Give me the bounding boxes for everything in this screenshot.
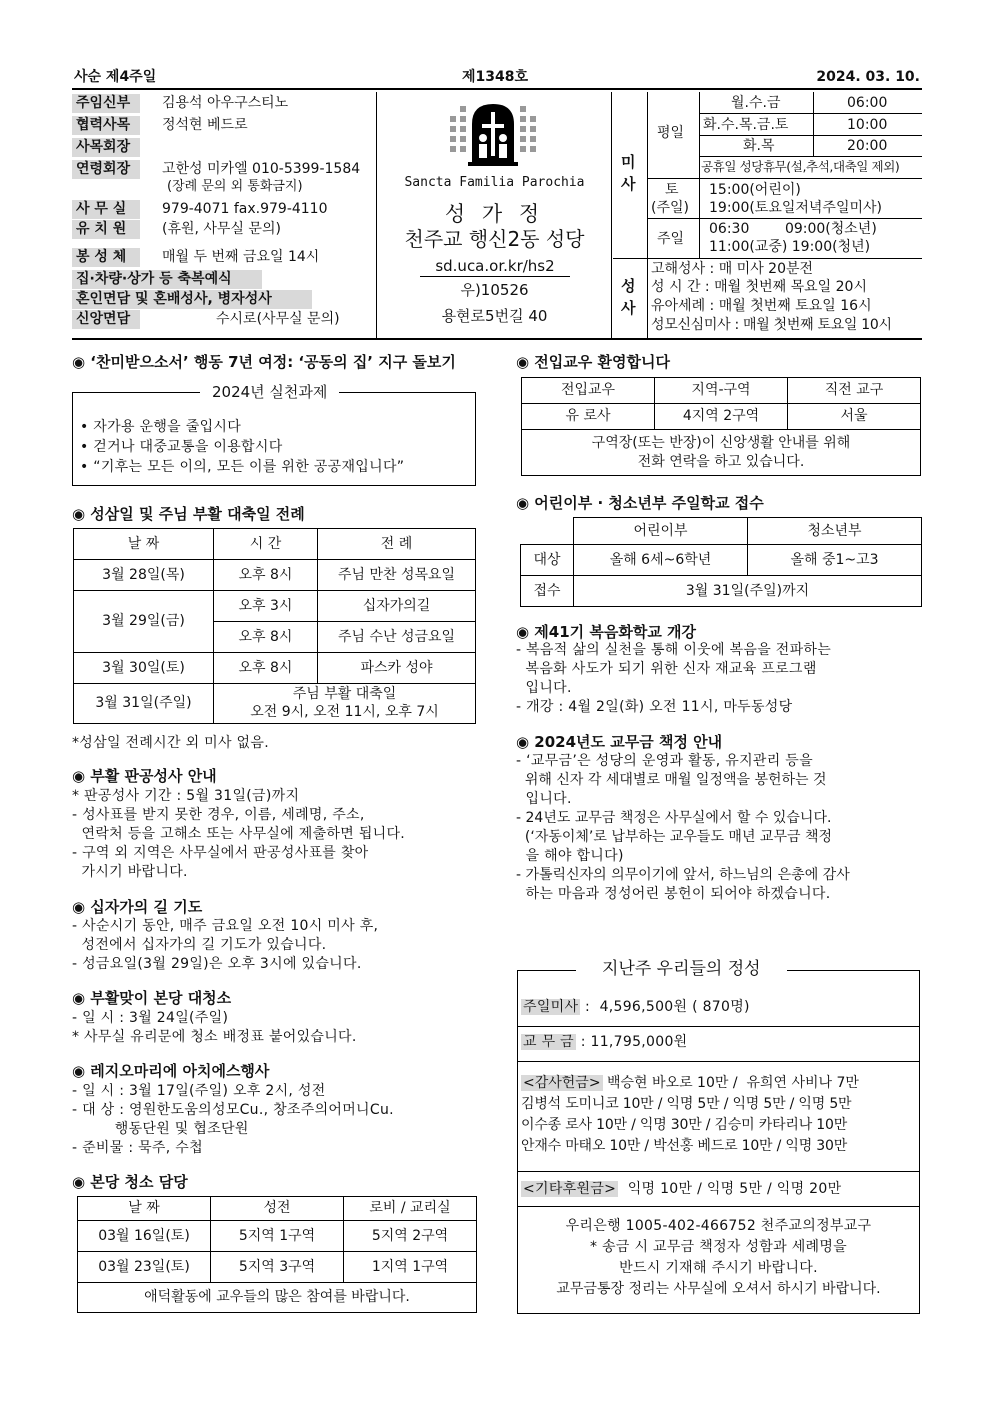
parish-logo-icon (448, 102, 538, 168)
assist-row: 협력사목 정석현 베드로 (72, 116, 248, 135)
issue-header (72, 68, 922, 90)
office-row: 사 무 실 979-4071 fax.979-4110 (72, 200, 328, 219)
cleaning-title: ◉ 부활맞이 본당 대청소 (72, 989, 232, 1007)
mass-schedule: 미 사 성 사 평일 월.수.금 06:00 화.수.목.금.토 10:00 화.목 20:00 공휴일 성당휴무(설,추석,대축일 제외) 토 (주일) 15:00(어린이) 19:00(토요일저녁주일미사) 주일 06:30 09:00(청소년) 11:00(교중) 19:00(청년) 고해성사 : 매 미사 20분전 성 시 간 : 매월 첫번째 목요일 20시 유아세례 : 매월 첫번째 토요일 16시 성모신심미사 : 매월 첫번째 토요일 10시 (613, 92, 922, 338)
evangelization-title: ◉ 제41기 복음화학교 개강 (516, 623, 697, 641)
staff-info (72, 92, 377, 338)
offerings-title: 지난주 우리들의 정성 (576, 958, 787, 981)
practice-box-title: 2024년 실천과제 (200, 382, 339, 402)
union-row: 연령회장 고한성 미카엘 010-5399-1584 (72, 160, 360, 179)
parish-identity (378, 92, 612, 338)
dues-title: ◉ 2024년도 교무금 책정 안내 (516, 733, 723, 751)
dues-total: 교 무 금 : 11,795,000원 (523, 1034, 688, 1050)
cleaning-duty-title: ◉ 본당 청소 담당 (72, 1173, 188, 1191)
parish-full-name: 천주교 행신2동 성당 (404, 227, 585, 251)
kinder-row: 유 치 원 (휴원, 사무실 문의) (72, 220, 281, 239)
other-offering: <기타후원금> 익명 10만 / 익명 5만 / 익명 20만 (523, 1181, 842, 1197)
triduum-title: ◉ 성삼일 및 주님 부활 대축일 전례 (72, 505, 305, 523)
cleaning-duty-table: 날 짜 성전 로비 / 교리실 03월 16일(토) 5지역 1구역 5지역 2구역 03월 23일(토) 5지역 3구역 1지역 1구역 애덕활동에 교우들의 많은 참여를 바랍니다. (77, 1196, 477, 1313)
sunday-school-title: ◉ 어린이부 · 청소년부 주일학교 접수 (516, 494, 764, 512)
council-row: 사목회장 (72, 138, 140, 157)
latin-name: Sancta Familia Parochia (404, 175, 585, 190)
address: 용현로5번길 40 (441, 307, 548, 325)
laudato-si-title: ◉ ‘찬미받으소서’ 행동 7년 여정: ‘공동의 집’ 지구 돌보기 (72, 353, 456, 371)
union-note: (장례 문의 외 통화금지) (167, 179, 303, 194)
faith-row: 신앙면담 수시로(사무실 문의) (72, 310, 340, 329)
pastor-row: 주임신부 김용석 아우구스티노 (72, 94, 288, 113)
postal-code: 우)10526 (460, 281, 529, 299)
legio-title: ◉ 레지오마리에 아치에스행사 (72, 1062, 270, 1080)
wedding-row: 혼인면담 및 혼배성사, 병자성사 (72, 290, 312, 309)
sunday-offering: 주일미사 : 4,596,500원 ( 870명) (523, 999, 750, 1015)
thanks-line-1: <감사헌금> 백승현 바오로 10만 / 유희연 사비나 7만 (523, 1075, 859, 1091)
newcomer-title: ◉ 전입교우 환영합니다 (516, 353, 670, 371)
holiday-note: 공휴일 성당휴무(설,추석,대축일 제외) (701, 159, 900, 174)
sunday-school-table: 어린이부 청소년부 대상 올해 6세~6학년 올해 중1~고3 접수 3월 31일(주일)까지 (520, 517, 922, 607)
triduum-table: 날 짜 시 간 전 례 3월 28일(목) 오후 8시 주님 만찬 성목요일 3월 29일(금) 오후 3시 십자가의길 오후 8시 주님 수난 성금요일 3월 30일(토) 오후 8시 파스카 성야 3월 31일(주일) 주님 부활 대축일 오전 9시, 오전 11시, 오후 7시 (73, 528, 476, 724)
parish-header (72, 92, 922, 340)
bong-row: 봉 성 체 매월 두 번째 금요일 14시 (72, 248, 319, 267)
issue-number: 제1348호 (462, 69, 529, 85)
weekday-label: 평일 (657, 125, 685, 141)
confession-title: ◉ 부활 판공성사 안내 (72, 767, 217, 785)
bless-row: 집·차량·상가 등 축복예식 (72, 270, 262, 289)
newcomer-table: 전입교우 지역-구역 직전 교구 유 로사 4지역 2구역 서울 구역장(또는 반장)이 신앙생활 안내를 위해 전화 연락을 하고 있습니다. (521, 377, 921, 476)
liturgical-week: 사순 제4주일 (74, 69, 157, 85)
stations-title: ◉ 십자가의 길 기도 (72, 898, 203, 916)
parish-url[interactable]: sd.uca.or.kr/hs2 (420, 256, 570, 277)
issue-date: 2024. 03. 10. (816, 69, 920, 85)
parish-name: 성 가 정 (444, 202, 545, 226)
